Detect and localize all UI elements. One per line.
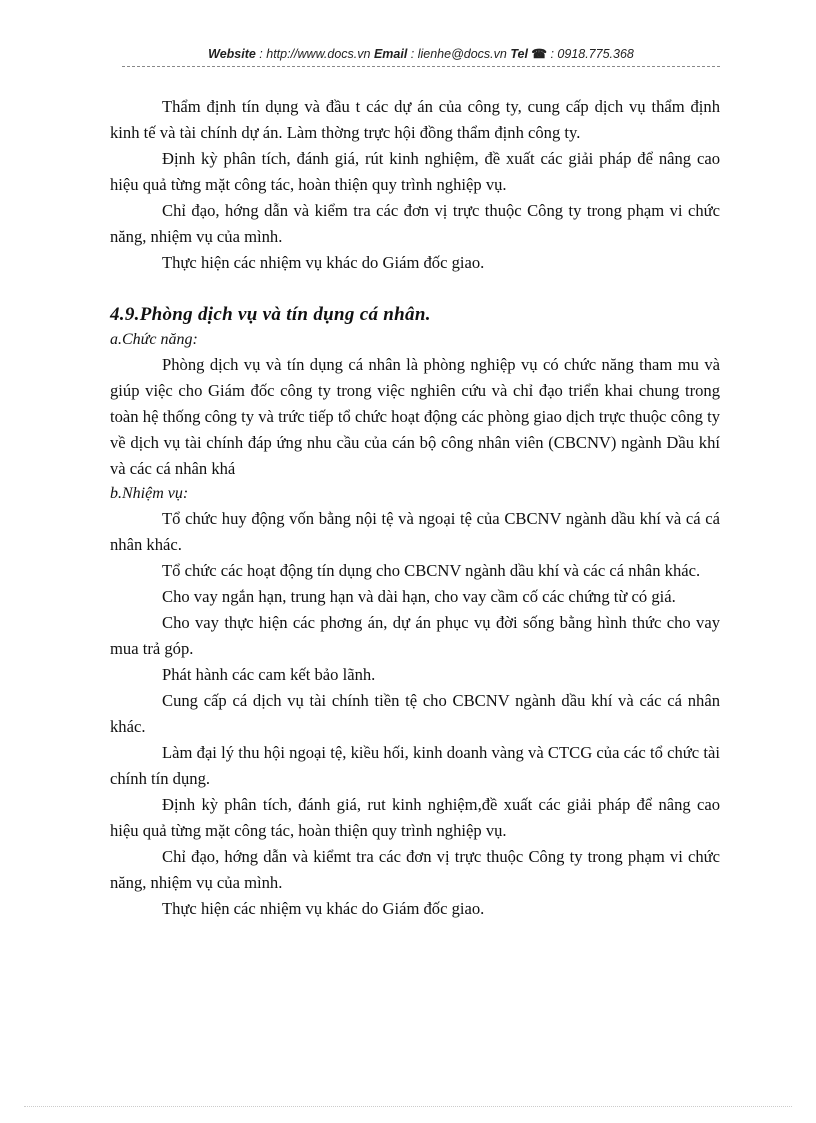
paragraph: Chỉ đạo, hớng dẫn và kiểmt tra các đơn vị trực thuộc Công ty trong phạm vi chức năng, nhiệm vụ của mình. [110,847,720,892]
paragraph: Chỉ đạo, hớng dẫn và kiểm tra các đơn vị trực thuộc Công ty trong phạm vi chức năng, nhiệm vụ của mình. [110,201,720,246]
subheading-functions: a.Chức năng: [110,331,198,348]
website-value: : http://www.docs.vn [255,47,374,61]
page-header [122,46,720,61]
subheading-duties: b.Nhiệm vụ: [110,485,189,502]
website-label: Website [208,47,256,61]
paragraph: Thẩm định tín dụng và đầu t các dự án của công ty, cung cấp dịch vụ thẩm định kinh tế và tài chính dự án. Làm thờng trực hội đồng thẩm định công ty. [110,97,720,142]
paragraph: Phát hành các cam kết bảo lãnh. [162,665,376,684]
paragraph: Cho vay ngắn hạn, trung hạn và dài hạn, cho vay cầm cố các chứng từ có giá. [162,587,676,606]
email-label: Email [373,47,408,61]
paragraph: Thực hiện các nhiệm vụ khác do Giám đốc giao. [162,899,485,918]
tel-value: : 0918.775.368 [546,47,634,61]
header-divider [122,66,720,67]
section-heading: 4.9.Phòng dịch vụ và tín dụng cá nhân. [110,304,431,325]
paragraph: Tổ chức các hoạt động tín dụng cho CBCNV ngành dầu khí và các cá nhân khác. [162,561,701,580]
email-value: : lienhe@docs.vn [407,47,511,61]
paragraph: Cung cấp cá dịch vụ tài chính tiền tệ cho CBCNV ngành dầu khí và các cá nhân khác. [110,691,720,736]
paragraph: Phòng dịch vụ và tín dụng cá nhân là phòng nghiệp vụ có chức năng tham mu và giúp việc cho Giám đốc công ty trong việc nghiên cứu và chỉ đạo triển khai chung trong toàn hệ thống công ty và trức tiếp tổ chức hoạt động các phòng giao dịch trực thuộc công ty về dịch vụ tài chính đáp ứng nhu cầu của cán bộ công nhân viên (CBCNV) ngành Dầu khí và các cá nhân khá [110,355,720,478]
paragraph: Tổ chức huy động vốn bằng nội tệ và ngoại tệ của CBCNV ngành dầu khí và cá cá nhân khác. [110,509,720,554]
footer-divider [24,1106,792,1107]
document-body [110,94,720,922]
paragraph: Thực hiện các nhiệm vụ khác do Giám đốc giao. [162,253,485,272]
tel-label: Tel [510,47,528,61]
paragraph: Định kỳ phân tích, đánh giá, rút kinh nghiệm, đề xuất các giải pháp để nâng cao hiệu quả từng mặt công tác, hoàn thiện quy trình nghiệp vụ. [110,149,720,194]
phone-icon: ☎ [527,47,547,61]
paragraph: Làm đại lý thu hội ngoại tệ, kiều hối, kinh doanh vàng và CTCG của các tổ chức tài chính tín dụng. [110,743,720,788]
paragraph: Định kỳ phân tích, đánh giá, rut kinh nghiệm,đề xuất các giải pháp để nâng cao hiệu quả từng mặt công tác, hoàn thiện quy trình nghiệp vụ. [110,795,720,840]
paragraph: Cho vay thực hiện các phơng án, dự án phục vụ đời sống bằng hình thức cho vay mua trả góp. [110,613,720,658]
